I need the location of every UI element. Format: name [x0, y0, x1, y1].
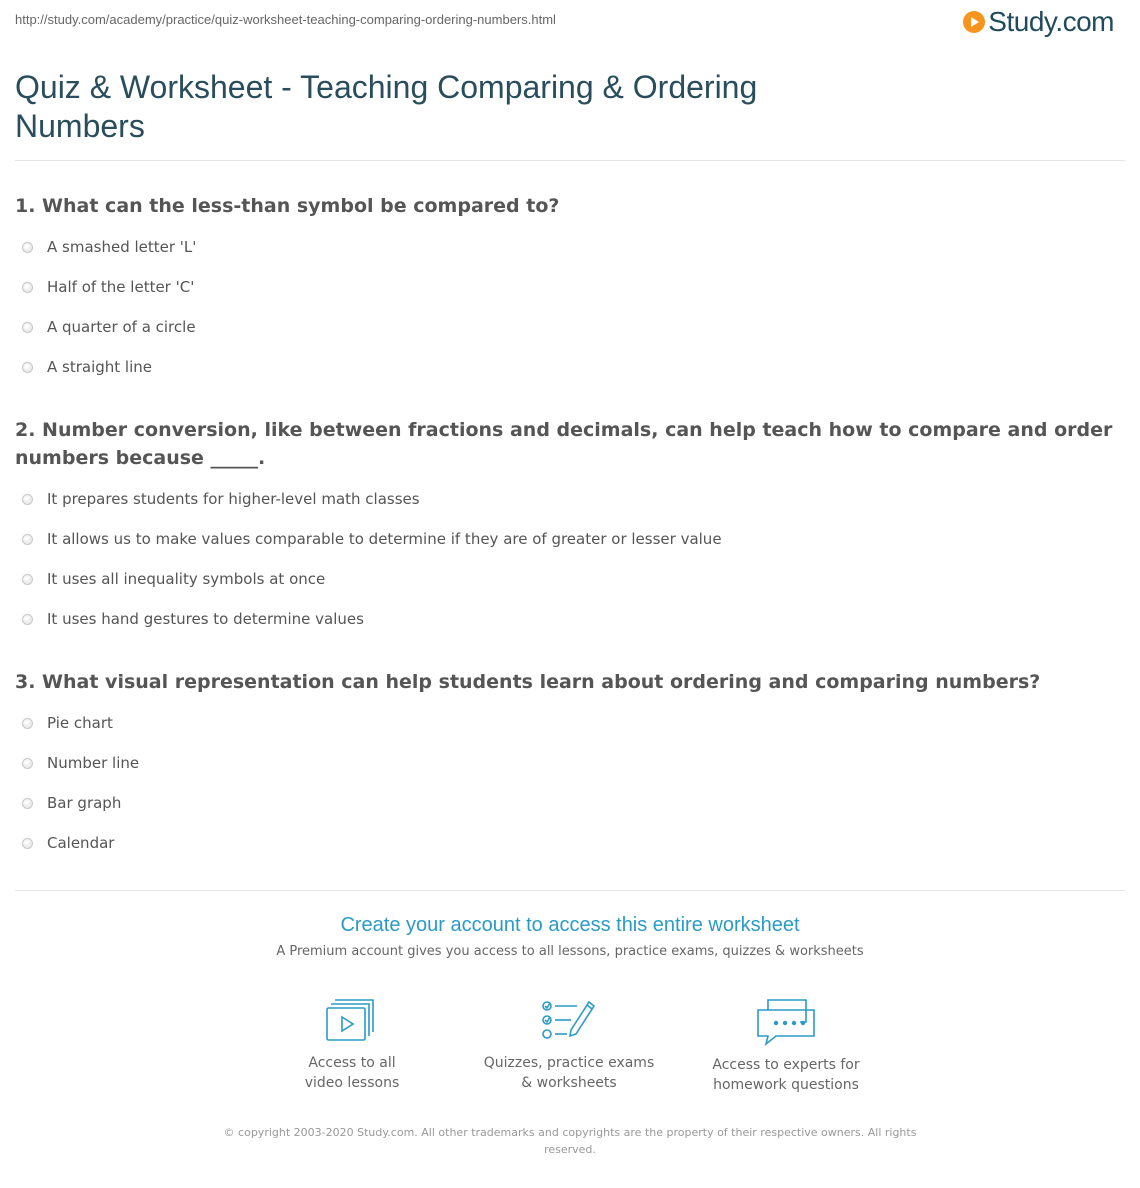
quiz-checklist-icon — [541, 996, 597, 1044]
answer-label: Bar graph — [47, 794, 122, 812]
answer-label: A smashed letter 'L' — [47, 238, 197, 256]
copyright-notice: © copyright 2003-2020 Study.com. All other trademarks and copyrights are the property of their respective owners. All rights reserved. — [223, 1126, 917, 1156]
question-3: 3. What visual representation can help students learn about ordering and comparing numbers? — [15, 671, 1041, 693]
answer-label: Pie chart — [47, 714, 113, 732]
radio-button[interactable] — [22, 494, 33, 505]
chat-bubbles-icon — [754, 996, 818, 1046]
radio-button[interactable] — [22, 718, 33, 729]
feature-experts — [686, 996, 886, 1095]
question-1: 1. What can the less-than symbol be compared to? — [15, 195, 560, 217]
answer-option[interactable] — [22, 267, 196, 307]
question-1-options — [22, 227, 196, 387]
create-account-link[interactable]: Create your account to access this entire worksheet — [340, 914, 800, 936]
answer-option[interactable] — [22, 703, 139, 743]
question-2-options — [22, 479, 722, 639]
answer-option[interactable] — [22, 519, 722, 559]
premium-description: A Premium account gives you access to all lessons, practice exams, quizzes & worksheets — [276, 944, 864, 959]
feature-quizzes — [469, 996, 669, 1093]
answer-label: It uses all inequality symbols at once — [47, 570, 326, 588]
radio-button[interactable] — [22, 758, 33, 769]
radio-button[interactable] — [22, 242, 33, 253]
cta-divider — [15, 890, 1125, 891]
feature-label: Access to experts for homework questions — [712, 1057, 860, 1093]
radio-button[interactable] — [22, 614, 33, 625]
radio-button[interactable] — [22, 798, 33, 809]
question-3-options — [22, 703, 139, 863]
answer-label: It allows us to make values comparable to determine if they are of greater or lesser value — [47, 530, 722, 548]
radio-button[interactable] — [22, 574, 33, 585]
feature-label: Quizzes, practice exams & worksheets — [483, 1055, 655, 1091]
answer-label: A quarter of a circle — [47, 318, 196, 336]
page-url: http://study.com/academy/practice/quiz-worksheet-teaching-comparing-ordering-numbers.html — [15, 12, 556, 27]
answer-option[interactable] — [22, 227, 196, 267]
radio-button[interactable] — [22, 362, 33, 373]
answer-option[interactable] — [22, 307, 196, 347]
answer-label: A straight line — [47, 358, 152, 376]
answer-label: Number line — [47, 754, 140, 772]
answer-label: Half of the letter 'C' — [47, 278, 195, 296]
answer-option[interactable] — [22, 783, 139, 823]
answer-label: It prepares students for higher-level math classes — [47, 490, 420, 508]
study-logo[interactable] — [963, 6, 1114, 38]
title-divider — [15, 160, 1125, 161]
logo-text: Study.com — [988, 6, 1114, 37]
answer-option[interactable] — [22, 743, 139, 783]
feature-video-lessons — [252, 996, 452, 1093]
feature-label: Access to all video lessons — [304, 1055, 400, 1091]
answer-option[interactable] — [22, 347, 196, 387]
answer-option[interactable] — [22, 599, 722, 639]
answer-option[interactable] — [22, 479, 722, 519]
question-2: 2. Number conversion, like between fractions and decimals, can help teach how to compare and order numbers because _____. — [15, 419, 1113, 469]
video-lessons-icon — [325, 996, 379, 1044]
play-logo-icon — [963, 11, 985, 33]
answer-option[interactable] — [22, 823, 139, 863]
answer-label: It uses hand gestures to determine values — [47, 610, 364, 628]
radio-button[interactable] — [22, 838, 33, 849]
answer-option[interactable] — [22, 559, 722, 599]
radio-button[interactable] — [22, 282, 33, 293]
radio-button[interactable] — [22, 322, 33, 333]
page-title: Quiz & Worksheet - Teaching Comparing & Ordering Numbers — [15, 69, 758, 144]
radio-button[interactable] — [22, 534, 33, 545]
answer-label: Calendar — [47, 834, 115, 852]
